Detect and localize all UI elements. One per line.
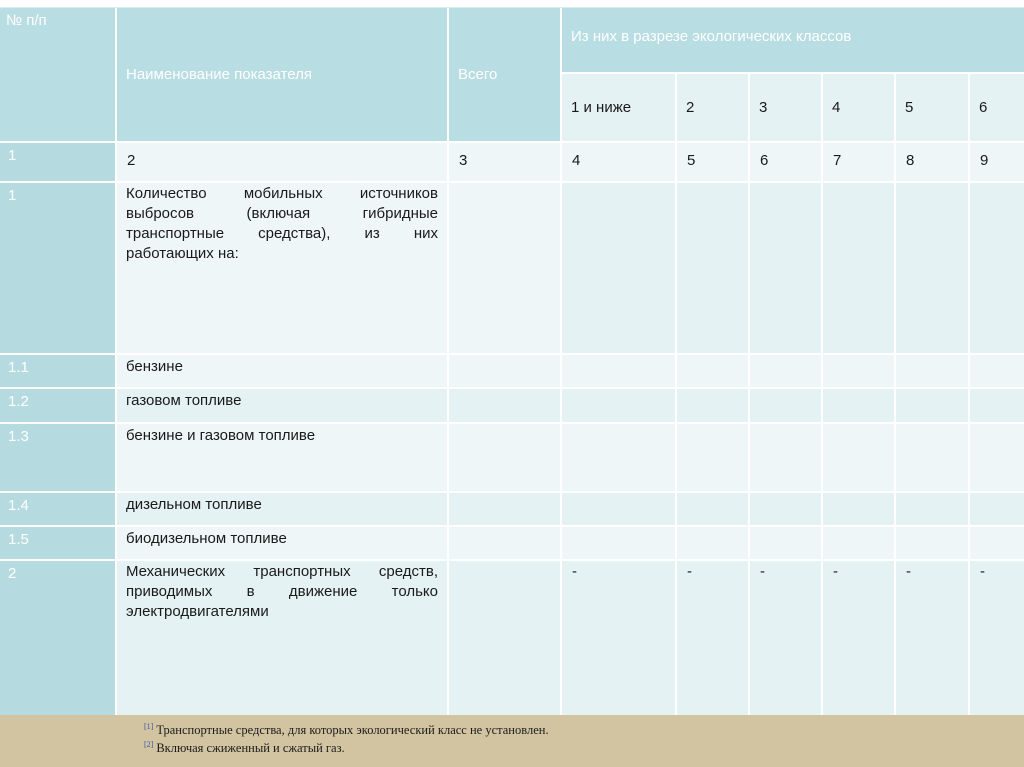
row-value bbox=[823, 493, 894, 525]
footnote bbox=[144, 722, 549, 738]
footnote-mark[interactable]: [2] bbox=[144, 740, 154, 749]
row-value bbox=[970, 561, 1024, 734]
row-value bbox=[562, 424, 675, 491]
row-id bbox=[0, 527, 115, 559]
row-value bbox=[970, 183, 1024, 353]
row-value bbox=[677, 493, 748, 525]
numbering-cell bbox=[750, 143, 821, 181]
footnote bbox=[144, 740, 345, 756]
row-value-label: - bbox=[833, 563, 838, 580]
row-id-label: 1.3 bbox=[8, 428, 29, 445]
row-value bbox=[970, 389, 1024, 422]
row-name bbox=[117, 355, 447, 387]
row-value bbox=[750, 527, 821, 559]
header-cell-number bbox=[0, 8, 115, 141]
numbering-label: 2 bbox=[127, 152, 136, 169]
row-value bbox=[896, 561, 968, 734]
row-value bbox=[750, 493, 821, 525]
row-id-label: 1.4 bbox=[8, 497, 29, 514]
numbering-cell bbox=[823, 143, 894, 181]
row-name bbox=[117, 561, 447, 734]
row-value bbox=[750, 389, 821, 422]
row-value-label: - bbox=[572, 563, 577, 580]
row-name-label: Количество мобильных источников выбросов (включая гибридные транспортные средства), из них работающих на: bbox=[126, 185, 438, 262]
row-total bbox=[449, 493, 560, 525]
row-value-label: - bbox=[906, 563, 911, 580]
row-value bbox=[970, 424, 1024, 491]
numbering-label: 6 bbox=[760, 152, 769, 169]
row-total bbox=[449, 355, 560, 387]
footnote-text: Включая сжиженный и сжатый газ. bbox=[156, 741, 345, 755]
row-value bbox=[750, 424, 821, 491]
row-name-label: бензине и газовом топливе bbox=[126, 427, 316, 444]
row-value bbox=[562, 561, 675, 734]
eco-class-header bbox=[823, 74, 894, 141]
row-id-label: 1.2 bbox=[8, 393, 29, 410]
numbering-cell bbox=[562, 143, 675, 181]
row-value bbox=[896, 355, 968, 387]
row-value bbox=[896, 493, 968, 525]
row-total bbox=[449, 389, 560, 422]
eco-class-label: 6 bbox=[979, 99, 988, 116]
row-value bbox=[677, 389, 748, 422]
row-id bbox=[0, 389, 115, 422]
eco-class-header bbox=[677, 74, 748, 141]
numbering-cell bbox=[449, 143, 560, 181]
header-number-label: № п/п bbox=[6, 12, 47, 29]
row-id-label: 1.1 bbox=[8, 359, 29, 376]
data-table bbox=[0, 7, 1024, 716]
row-total bbox=[449, 527, 560, 559]
numbering-label: 7 bbox=[833, 152, 842, 169]
row-value bbox=[677, 561, 748, 734]
header-total-label: Всего bbox=[458, 66, 498, 83]
row-value bbox=[562, 355, 675, 387]
row-value bbox=[896, 424, 968, 491]
row-total bbox=[449, 561, 560, 734]
row-value bbox=[823, 183, 894, 353]
row-name-label: биодизельном топливе bbox=[126, 530, 287, 547]
row-value bbox=[562, 183, 675, 353]
row-value-label: - bbox=[980, 563, 985, 580]
eco-class-label: 3 bbox=[759, 99, 768, 116]
row-name bbox=[117, 183, 447, 353]
header-name-label: Наименование показателя bbox=[126, 66, 312, 83]
header-eco-group-label: Из них в разрезе экологических классов bbox=[571, 27, 852, 45]
row-value bbox=[562, 493, 675, 525]
row-name bbox=[117, 493, 447, 525]
row-id bbox=[0, 183, 115, 353]
row-value bbox=[970, 527, 1024, 559]
numbering-label: 3 bbox=[459, 152, 468, 169]
row-id-label: 1.5 bbox=[8, 531, 29, 548]
numbering-label: 1 bbox=[8, 147, 17, 164]
eco-class-label: 5 bbox=[905, 99, 914, 116]
row-value-label: - bbox=[687, 563, 692, 580]
row-value bbox=[677, 527, 748, 559]
row-total bbox=[449, 424, 560, 491]
row-value bbox=[677, 183, 748, 353]
footnote-text: Транспортные средства, для которых экологический класс не установлен. bbox=[156, 723, 549, 737]
numbering-label: 8 bbox=[906, 152, 915, 169]
row-value bbox=[677, 424, 748, 491]
row-value bbox=[896, 389, 968, 422]
row-name-label: газовом топливе bbox=[126, 392, 242, 409]
row-value bbox=[896, 527, 968, 559]
numbering-cell bbox=[0, 143, 115, 181]
numbering-label: 4 bbox=[572, 152, 581, 169]
row-id bbox=[0, 493, 115, 525]
row-value bbox=[823, 424, 894, 491]
row-id-label: 2 bbox=[8, 565, 17, 582]
row-name bbox=[117, 527, 447, 559]
row-value bbox=[750, 355, 821, 387]
numbering-label: 5 bbox=[687, 152, 696, 169]
eco-class-header bbox=[970, 74, 1024, 141]
row-name-label: бензине bbox=[126, 358, 183, 375]
header-cell-eco-group bbox=[562, 8, 1024, 72]
numbering-label: 9 bbox=[980, 152, 989, 169]
row-value bbox=[970, 493, 1024, 525]
row-total bbox=[449, 183, 560, 353]
row-name-label: Механических транспортных средств, приводимых в движение только электродвигателями bbox=[126, 563, 438, 620]
row-value bbox=[677, 355, 748, 387]
eco-class-header bbox=[562, 74, 675, 141]
numbering-cell bbox=[896, 143, 968, 181]
numbering-cell bbox=[117, 143, 447, 181]
row-id bbox=[0, 424, 115, 491]
row-id-label: 1 bbox=[8, 187, 17, 204]
row-name bbox=[117, 389, 447, 422]
row-value bbox=[823, 355, 894, 387]
row-value bbox=[823, 527, 894, 559]
row-value-label: - bbox=[760, 563, 765, 580]
row-value bbox=[562, 527, 675, 559]
row-id bbox=[0, 561, 115, 734]
row-value bbox=[750, 561, 821, 734]
numbering-cell bbox=[677, 143, 748, 181]
header-cell-total bbox=[449, 8, 560, 141]
row-value bbox=[823, 389, 894, 422]
eco-class-label: 4 bbox=[832, 99, 841, 116]
row-value bbox=[562, 389, 675, 422]
eco-class-header bbox=[896, 74, 968, 141]
row-id bbox=[0, 355, 115, 387]
row-name-label: дизельном топливе bbox=[126, 496, 262, 513]
footnotes-bar bbox=[0, 715, 1024, 767]
eco-class-label: 1 и ниже bbox=[571, 99, 632, 116]
row-name bbox=[117, 424, 447, 491]
row-value bbox=[823, 561, 894, 734]
eco-class-label: 2 bbox=[686, 99, 695, 116]
row-value bbox=[750, 183, 821, 353]
row-value bbox=[896, 183, 968, 353]
header-cell-name bbox=[117, 8, 447, 141]
footnote-mark[interactable]: [1] bbox=[144, 722, 154, 731]
eco-class-header bbox=[750, 74, 821, 141]
numbering-cell bbox=[970, 143, 1024, 181]
row-value bbox=[970, 355, 1024, 387]
